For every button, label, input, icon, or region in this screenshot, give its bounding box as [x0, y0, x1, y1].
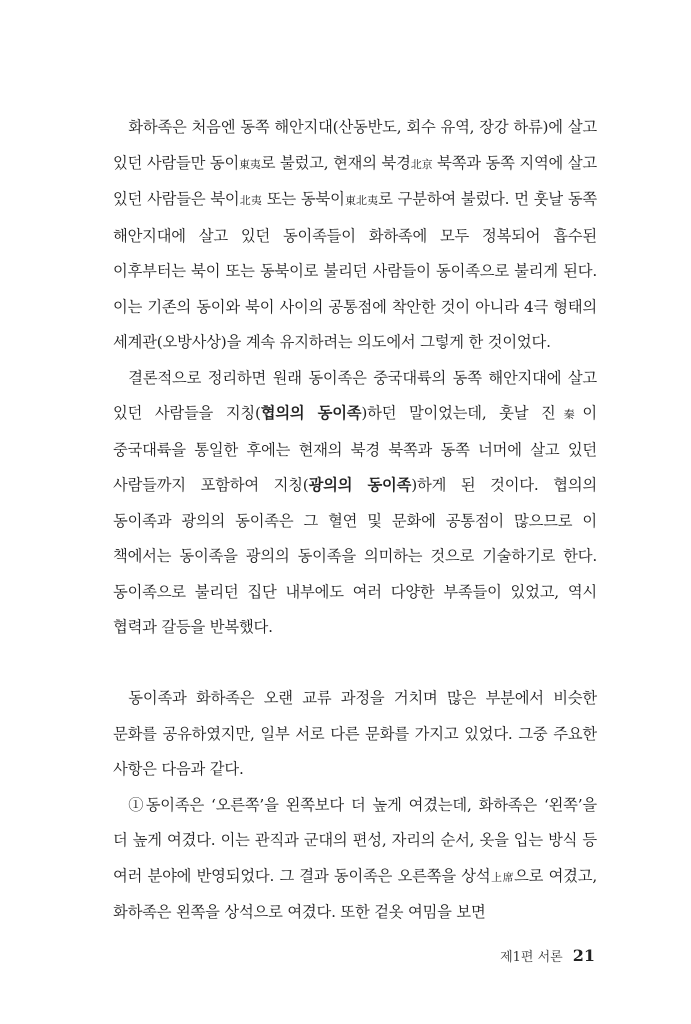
text-run: 로 구분하여 불렀다. 먼 훗날 동쪽 해안지대에 살고 있던 동이족들이 화하족에 모두 정복되어 흡수된 이후부터는 북이 또는 동북이로 불리던 사람들이 동이족으로 불리게 된다. 이는 기존의 동이와 북이 사이의 공통점에 착안한 것이 아니라 4극 형태의 세계관(오방사상)을 계속 유지하려는 의도에서 그렇게 한 것이었다. — [113, 190, 597, 351]
hanja-annotation: 東夷 — [239, 157, 261, 171]
hanja-annotation: 上席 — [490, 870, 515, 884]
paragraph — [113, 788, 597, 931]
text-run: 결론적으로 정리하면 원래 동이족은 중국대륙의 동쪽 해안지대에 살고 있던 사람들을 지칭( — [113, 368, 597, 422]
text-run: 또는 동북이 — [261, 190, 345, 208]
page-number: 21 — [572, 946, 595, 965]
paragraph — [113, 361, 597, 646]
text-run: 북쪽과 동쪽 지역에 살고 있던 사람들은 북이 — [113, 153, 597, 208]
text-run: 로 불렀고, 현재의 북경 — [260, 153, 411, 172]
text-run: 이 중국대륙을 통일한 후에는 현재의 북경 북쪽과 동쪽 너머에 살고 있던 사람들까지 포함하여 지칭( — [113, 404, 597, 494]
text-run: )하게 된 것이다. 협의의 동이족과 광의의 동이족은 그 혈연 및 문화에 공통점이 많으므로 이 책에서는 동이족을 광의의 동이족을 의미하는 것으로 기술하기로 한다. 동이족으로 불리던 집단 내부에도 여러 다양한 부족들이 있었고, 역시 협력과 갈등을 반복했다. — [113, 476, 597, 636]
text-run: )하던 말이었는데, 훗날 진 — [361, 404, 556, 422]
text-run: 화하족은 처음엔 동쪽 해안지대(산동반도, 회수 유역, 장강 하류)에 살고 있던 사람들만 동이 — [113, 118, 597, 172]
text-run: 으로 여겼고, 화하족은 왼쪽을 상석으로 여겼다. 또한 겉옷 여밈을 보면 — [113, 866, 597, 921]
text-run: 동이족과 화하족은 오랜 교류 과정을 거치며 많은 부분에서 비슷한 문화를 공유하였지만, 일부 서로 다른 문화를 가지고 있었다. 그중 주요한 사항은 다음과 같다. — [113, 689, 597, 778]
hanja-annotation: 北夷 — [239, 194, 262, 207]
hanja-annotation: 秦 — [555, 408, 583, 421]
paragraph — [113, 681, 597, 788]
body-text — [113, 110, 597, 931]
bold-term: 광의의 동이족 — [308, 476, 412, 494]
bold-term: 협의의 동이족 — [260, 404, 362, 422]
hanja-annotation: 北京 — [410, 157, 433, 171]
text-run: ①동이족은 ‘오른쪽’을 왼쪽보다 더 높게 여겼는데, 화하족은 ‘왼쪽’을 더 높게 여겼다. 이는 관직과 군대의 편성, 자리의 순서, 옷을 입는 방식 등 여러 분야에 반영되었다. 그 결과 동이족은 오른쪽을 상석 — [113, 795, 597, 885]
page-footer — [500, 946, 595, 965]
paragraph — [113, 110, 597, 361]
running-footer-section: 제1편 서론 — [500, 950, 563, 965]
hanja-annotation: 東北夷 — [344, 194, 379, 207]
paragraph-gap — [113, 646, 597, 682]
